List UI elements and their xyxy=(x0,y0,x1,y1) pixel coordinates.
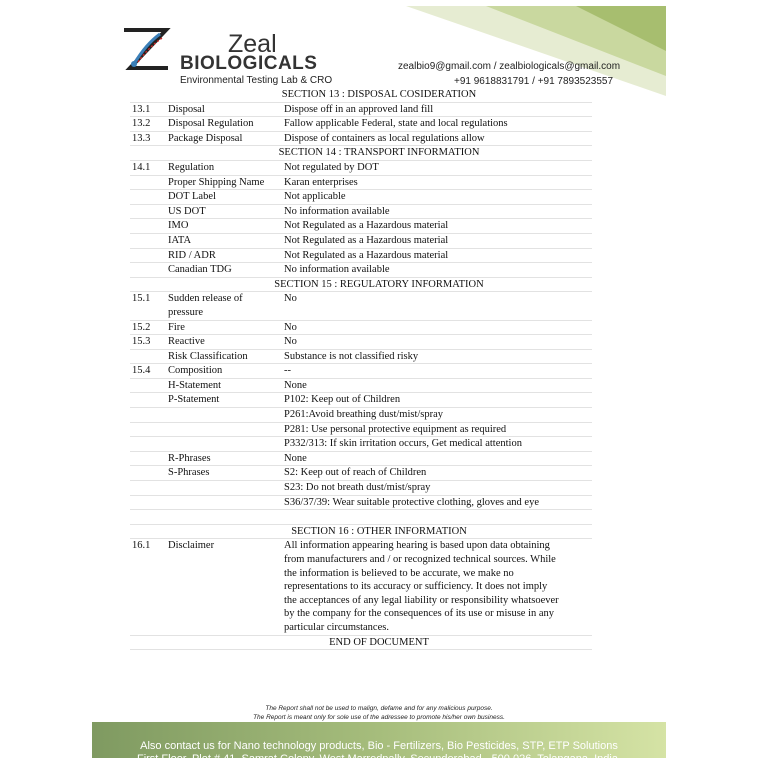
table-row: P261:Avoid breathing dust/mist/spray xyxy=(130,408,592,423)
section-13-title: SECTION 13 : DISPOSAL COSIDERATION xyxy=(166,88,592,102)
section-15-title: SECTION 15 : REGULATORY INFORMATION xyxy=(166,277,592,292)
document-page xyxy=(92,6,666,765)
brand-name: Zeal xyxy=(228,30,277,58)
table-row: DOT Label Not applicable xyxy=(130,190,592,205)
table-row: Proper Shipping Name Karan enterprises xyxy=(130,175,592,190)
contact-email[interactable]: zealbio9@gmail.com / zealbiologicals@gmail.com xyxy=(398,61,621,72)
table-row: P-Statement P102: Keep out of Children xyxy=(130,393,592,408)
table-row: H-Statement None xyxy=(130,378,592,393)
table-row: 13.1 Disposal Dispose off in an approved land fill xyxy=(130,102,592,117)
sds-table xyxy=(130,88,592,650)
banner-line-1: Also contact us for Nano technology products, Bio - Fertilizers, Bio Pesticides, STP, ETP Solutions xyxy=(140,740,618,752)
table-row: S-Phrases S2: Keep out of reach of Children xyxy=(130,466,592,481)
table-row: S36/37/39: Wear suitable protective clothing, gloves and eye xyxy=(130,495,592,510)
section-header xyxy=(130,277,592,292)
table-row: 15.1 Sudden release of pressure No xyxy=(130,292,592,320)
footer-banner xyxy=(92,722,666,765)
disclaimer-text: All information appearing hearing is based upon data obtaining from manufacturers and / or recognized technical sources. While the information is believed to be accurate, we make no representations to its accuracy or sufficiency. It does not imply the acceptances of any legal liability or responsibility whatsoever by the company for the consequences of its use or misuse in any particular circumstances. xyxy=(282,539,592,635)
end-of-document: END OF DOCUMENT xyxy=(166,635,592,650)
zeal-logo-icon xyxy=(120,24,172,76)
table-row: Canadian TDG No information available xyxy=(130,263,592,278)
contact-phone: +91 9618831791 / +91 7893523557 xyxy=(454,76,614,87)
footer-note-2: The Report is meant only for sole use of the adressee to promote his/her own business. xyxy=(253,714,505,721)
table-row: 15.3 Reactive No xyxy=(130,335,592,350)
table-row: 15.4 Composition -- xyxy=(130,364,592,379)
footer-note-1: The Report shall not be used to malign, defame and for any malicious purpose. xyxy=(265,705,493,712)
table-row: S23: Do not breath dust/mist/spray xyxy=(130,481,592,496)
tagline: Environmental Testing Lab & CRO xyxy=(180,75,333,86)
table-row: 16.1 Disclaimer All information appearing hearing is based upon data obtaining from manufacturers and / or recognized technical sources. While the information is believed to be accurate, we make no representations to its accuracy or sufficiency. It does not imply the acceptances of any legal liability or responsibility whatsoever by the company for the consequences of its use or misuse in any particular circumstances. xyxy=(130,539,592,635)
table-row: P281: Use personal protective equipment as required xyxy=(130,422,592,437)
section-header xyxy=(130,524,592,539)
table-row: 13.2 Disposal Regulation Fallow applicable Federal, state and local regulations xyxy=(130,117,592,132)
table-row: RID / ADR Not Regulated as a Hazardous material xyxy=(130,248,592,263)
table-row: IATA Not Regulated as a Hazardous material xyxy=(130,233,592,248)
section-16-title: SECTION 16 : OTHER INFORMATION xyxy=(166,524,592,539)
table-row: 13.3 Package Disposal Dispose of containers as local regulations allow xyxy=(130,131,592,146)
brand-sub: BIOLOGICALS xyxy=(180,53,318,74)
table-row: US DOT No information available xyxy=(130,204,592,219)
table-row: Risk Classification Substance is not classified risky xyxy=(130,349,592,364)
table-row xyxy=(130,510,592,525)
banner-line-2: First Floor, Plot # 41, Samrat Colony, West Marredpally, Secunderabad - 500 026, Telangana, India. xyxy=(136,753,622,765)
table-row: P332/313: If skin irritation occurs, Get medical attention xyxy=(130,437,592,452)
table-row: 15.2 Fire No xyxy=(130,320,592,335)
section-header xyxy=(130,146,592,161)
table-row: IMO Not Regulated as a Hazardous material xyxy=(130,219,592,234)
table-row: 14.1 Regulation Not regulated by DOT xyxy=(130,160,592,175)
table-row: R-Phrases None xyxy=(130,451,592,466)
end-row xyxy=(130,635,592,650)
section-14-title: SECTION 14 : TRANSPORT INFORMATION xyxy=(166,146,592,161)
section-header xyxy=(130,88,592,102)
